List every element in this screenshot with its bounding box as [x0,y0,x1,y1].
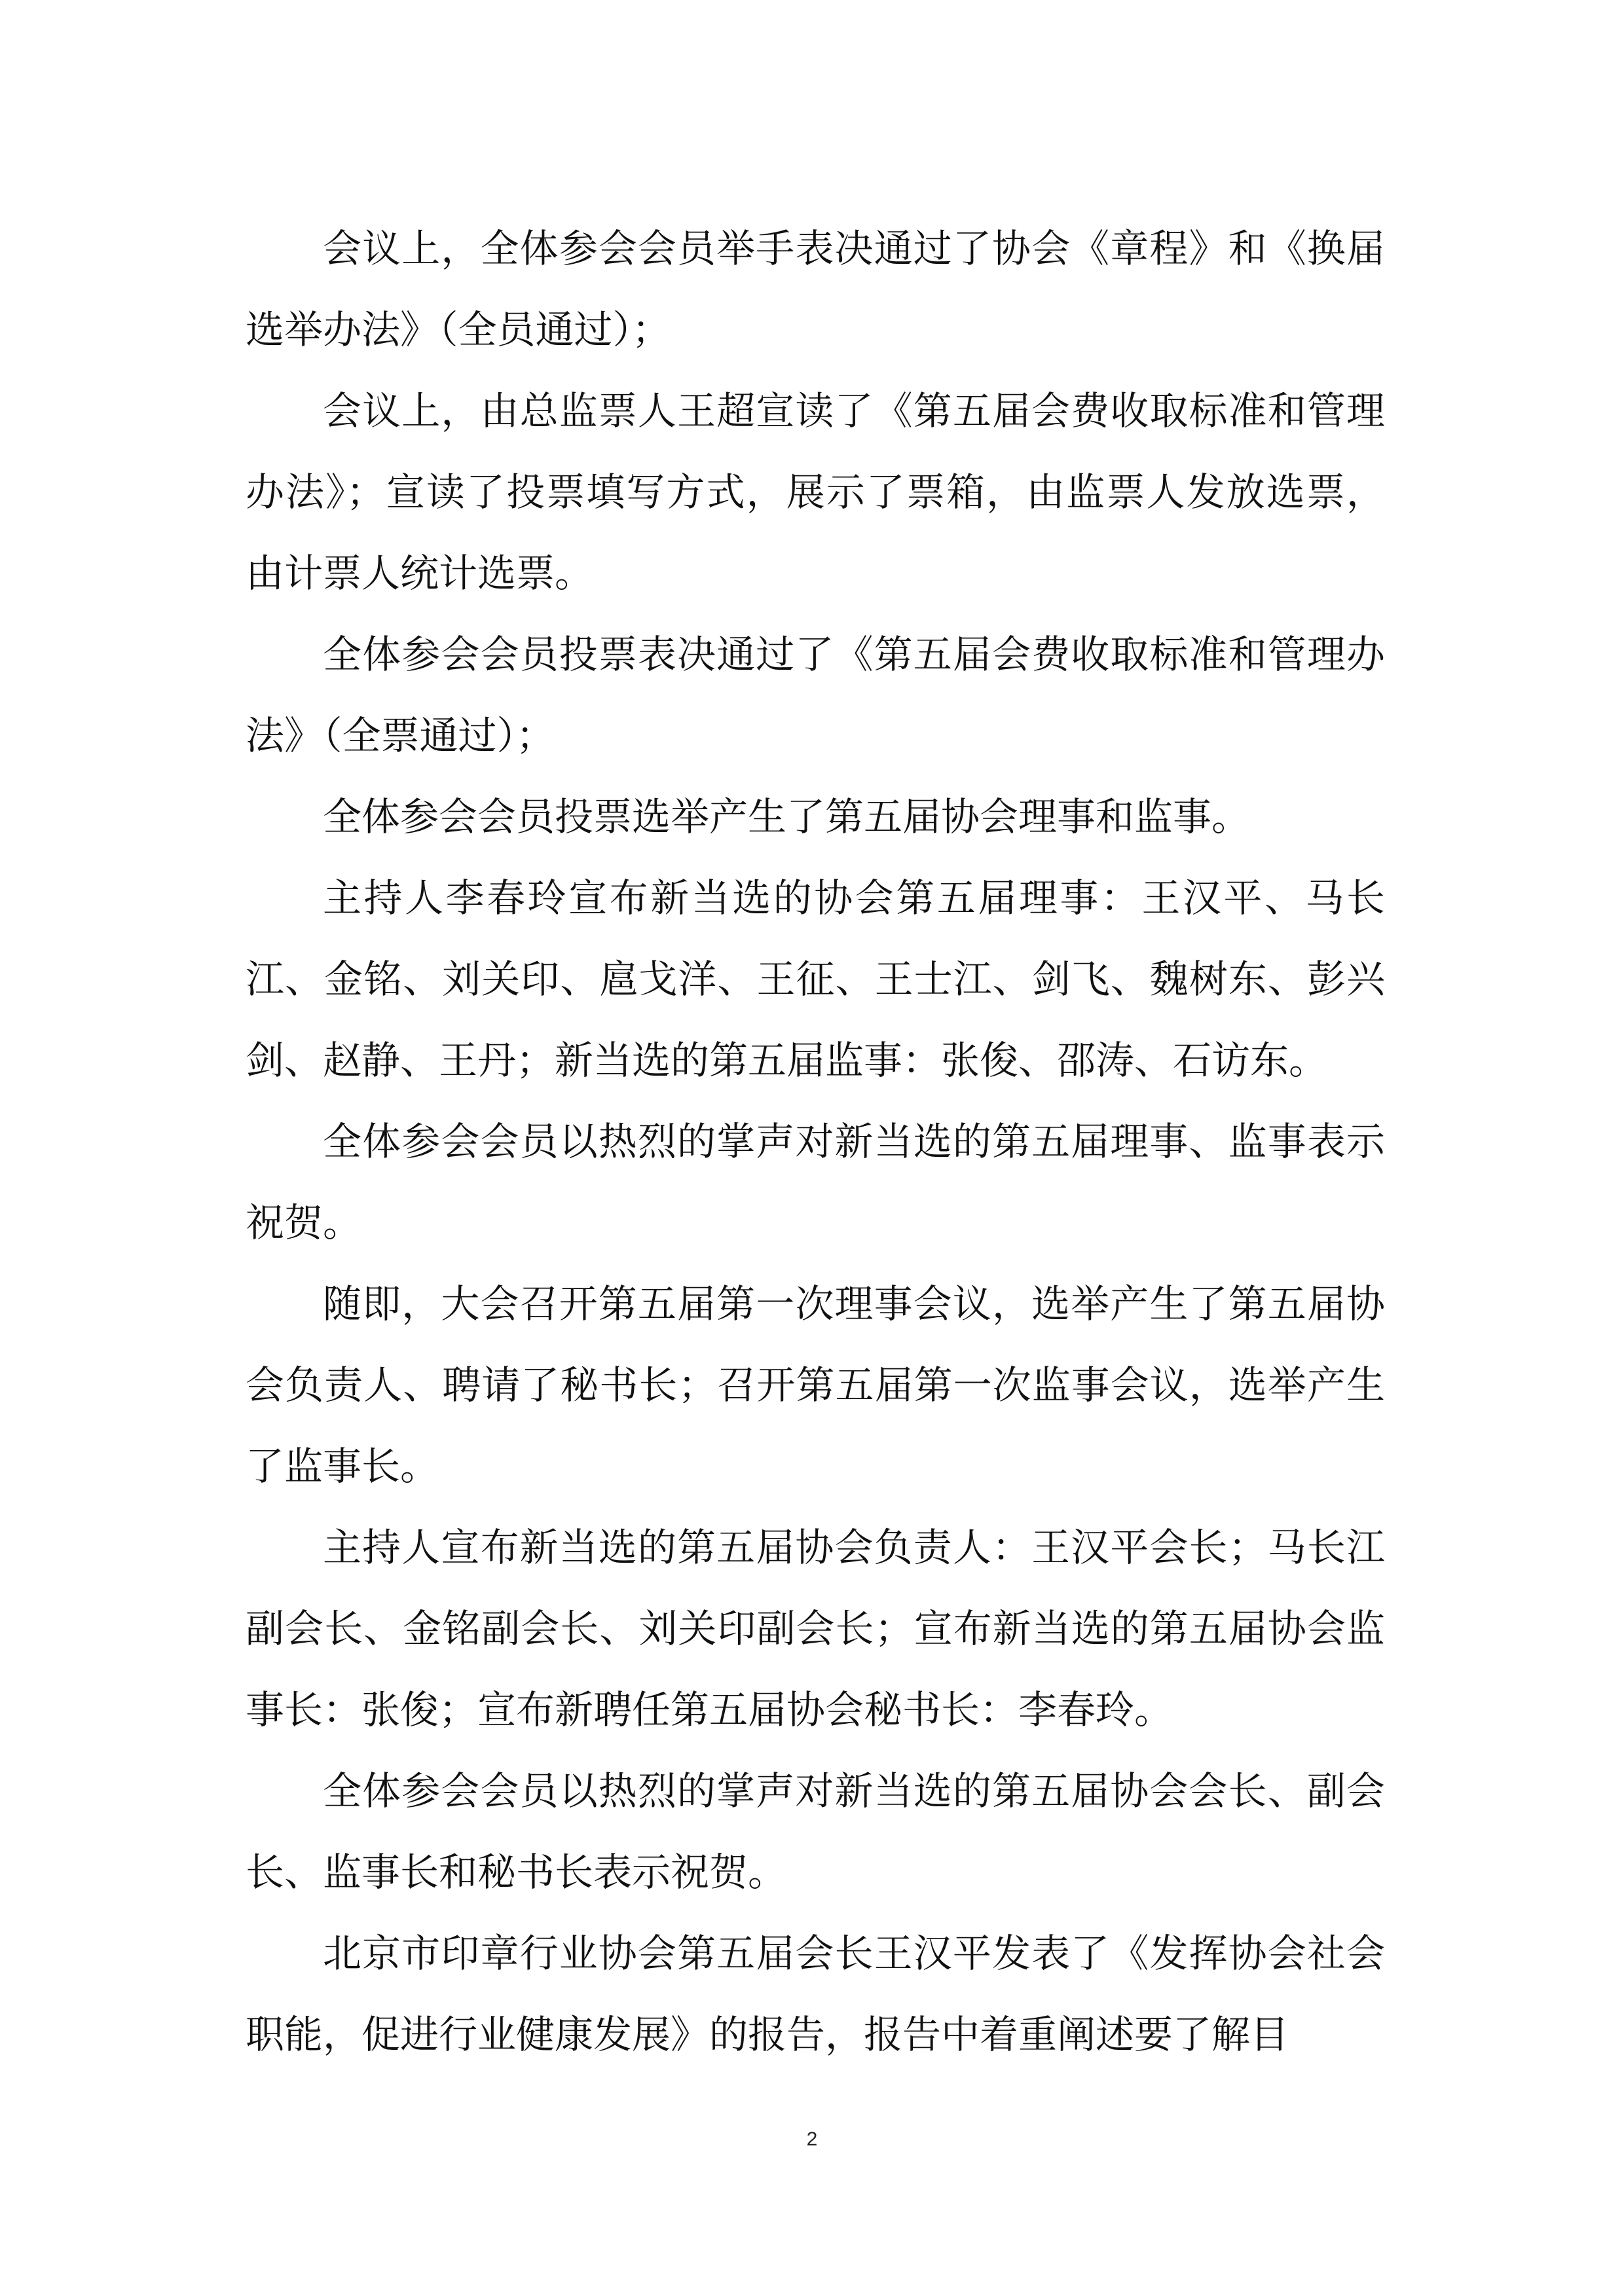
body-text [246,208,1385,2075]
paragraph-vote-charter: 会议上，全体参会会员举手表决通过了协会《章程》和《换届选举办法》（全员通过）； [246,226,1385,352]
paragraph-fee-standard-reading: 会议上，由总监票人王超宣读了《第五届会费收取标准和管理办法》；宣读了投票填写方式，展示了票箱，由监票人发放选票，由计票人统计选票。 [246,388,1385,596]
paragraph-first-meeting: 随即，大会召开第五届第一次理事会议，选举产生了第五届协会负责人、聘请了秘书长；召开第五届第一次监事会议，选举产生了监事长。 [246,1281,1385,1489]
paragraph-congratulations-directors: 全体参会会员以热烈的掌声对新当选的第五届理事、监事表示祝贺。 [246,1119,1385,1245]
paragraph-election: 全体参会会员投票选举产生了第五届协会理事和监事。 [323,794,1251,839]
paragraph-leaders-announced: 主持人宣布新当选的第五届协会负责人：王汉平会长；马长江副会长、金铭副会长、刘关印副会长；宣布新当选的第五届协会监事长：张俊；宣布新聘任第五届协会秘书长：李春玲。 [246,1525,1385,1732]
paragraph-directors-announced: 主持人李春玲宣布新当选的协会第五届理事：王汉平、马长江、金铭、刘关印、扈戈洋、王征、王士江、剑飞、魏树东、彭兴剑、赵静、王丹；新当选的第五届监事：张俊、邵涛、石访东。 [246,875,1385,1083]
paragraph-president-report: 北京市印章行业协会第五届会长王汉平发表了《发挥协会社会职能，促进行业健康发展》的报告，报告中着重阐述要了解目 [246,1931,1385,2057]
paragraph-fee-standard-vote: 全体参会会员投票表决通过了《第五届会费收取标准和管理办法》（全票通过）； [246,632,1385,758]
paragraph-congratulations-leaders: 全体参会会员以热烈的掌声对新当选的第五届协会会长、副会长、监事长和秘书长表示祝贺。 [246,1768,1385,1895]
page-number: 2 [806,2128,818,2150]
